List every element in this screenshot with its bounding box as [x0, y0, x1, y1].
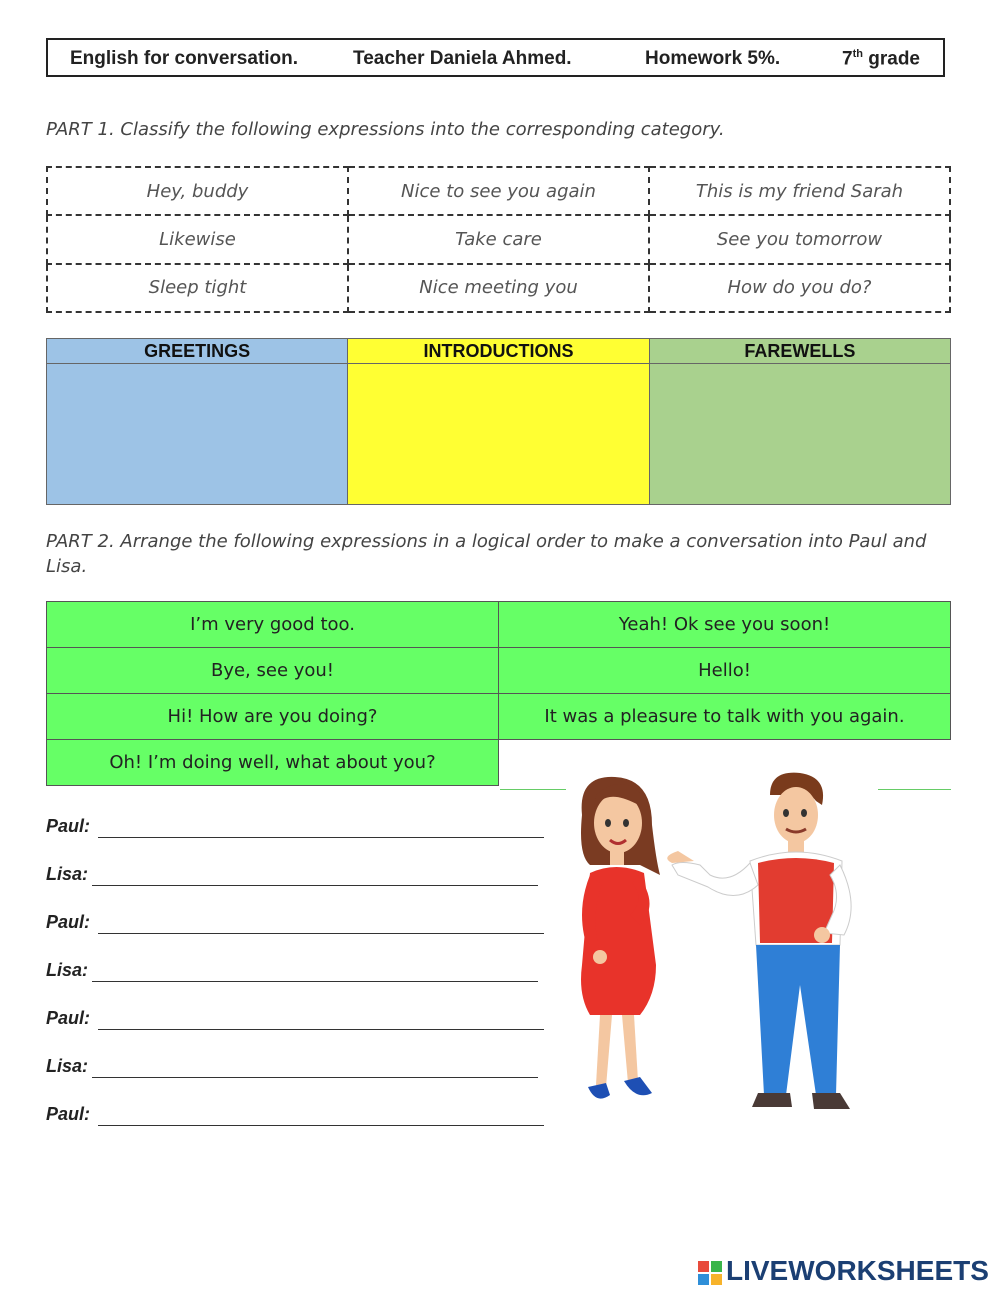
teacher-name: Teacher Daniela Ahmed. — [353, 48, 572, 69]
expression-card[interactable]: Sleep tight — [47, 264, 348, 312]
man-and-woman-talking-illustration — [560, 765, 880, 1125]
dialogue-line-2[interactable]: Lisa: — [46, 864, 88, 888]
expression-card[interactable]: Nice meeting you — [348, 264, 649, 312]
part1-instruction: PART 1. Classify the following expressions into the corresponding category. — [46, 119, 725, 140]
category-header-farewells: FAREWELLS — [649, 339, 950, 364]
table-row — [47, 215, 950, 263]
brand-name: LIVEWORKSHEETS — [726, 1255, 989, 1286]
dialogue-line-1[interactable]: Paul: — [46, 816, 90, 840]
liveworksheets-logo — [698, 1255, 989, 1287]
conversation-card[interactable]: It was a pleasure to talk with you again. — [499, 694, 951, 740]
expression-card[interactable]: See you tomorrow — [649, 215, 950, 263]
course-title: English for conversation. — [70, 48, 299, 69]
table-row — [47, 264, 950, 312]
table-row — [47, 602, 951, 648]
conversation-card[interactable]: Hello! — [499, 648, 951, 694]
category-header-greetings: GREETINGS — [47, 339, 348, 364]
greetings-drop-zone[interactable] — [47, 364, 348, 505]
divider — [500, 789, 566, 790]
part1-expression-table — [46, 166, 951, 313]
dialogue-line-6[interactable]: Lisa: — [46, 1056, 88, 1080]
expression-card[interactable]: Likewise — [47, 215, 348, 263]
part2-instruction: PART 2. Arrange the following expressions in a logical order to make a conversation into Paul and Lisa. — [46, 531, 927, 577]
expression-card[interactable]: How do you do? — [649, 264, 950, 312]
expression-card[interactable]: Hey, buddy — [47, 167, 348, 215]
table-row — [47, 167, 950, 215]
grade-label: 7th grade — [842, 48, 920, 70]
dialogue-line-3[interactable]: Paul: — [46, 912, 90, 936]
divider — [878, 789, 951, 790]
woman-figure — [581, 777, 660, 1099]
man-figure — [667, 773, 851, 1109]
conversation-card[interactable]: I’m very good too. — [47, 602, 499, 648]
homework-weight: Homework 5%. — [645, 48, 781, 69]
table-row — [47, 694, 951, 740]
category-header-introductions: INTRODUCTIONS — [348, 339, 649, 364]
dialogue-line-4[interactable]: Lisa: — [46, 960, 88, 984]
dialogue-line-5[interactable]: Paul: — [46, 1008, 90, 1032]
dialogue-line-7[interactable]: Paul: — [46, 1104, 90, 1128]
category-table — [46, 338, 951, 505]
conversation-card[interactable]: Yeah! Ok see you soon! — [499, 602, 951, 648]
expression-card[interactable]: This is my friend Sarah — [649, 167, 950, 215]
worksheet-header — [46, 38, 945, 77]
farewells-drop-zone[interactable] — [649, 364, 950, 505]
expression-card[interactable]: Nice to see you again — [348, 167, 649, 215]
conversation-card[interactable]: Oh! I’m doing well, what about you? — [47, 740, 499, 786]
expression-card[interactable]: Take care — [348, 215, 649, 263]
liveworksheets-icon — [698, 1261, 722, 1285]
conversation-card[interactable]: Hi! How are you doing? — [47, 694, 499, 740]
conversation-card[interactable]: Bye, see you! — [47, 648, 499, 694]
part2-expression-table — [46, 601, 951, 786]
introductions-drop-zone[interactable] — [348, 364, 649, 505]
table-row — [47, 648, 951, 694]
